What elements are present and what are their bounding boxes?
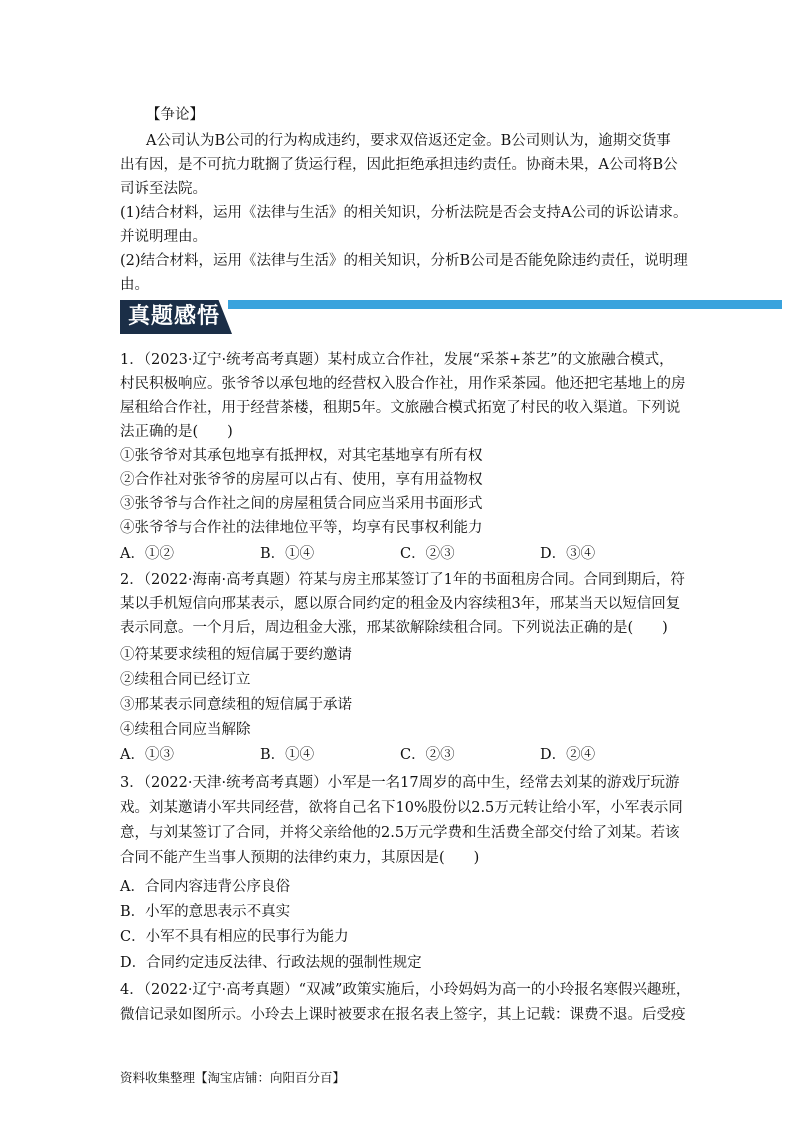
question-3-stem: 3．（2022·天津·统考高考真题）小军是一名17周岁的高中生，经常去刘某的游戏厅玩游 — [120, 775, 680, 791]
question-2-stem: 2．（2022·海南·高考真题）符某与房主邢某签订了1年的书面租房合同。合同到期后，符 — [120, 572, 685, 588]
dispute-heading: 【争论】 — [146, 107, 204, 123]
option-c[interactable]: C．②③ — [400, 546, 455, 562]
question-1-statement: ①张爷爷对其承包地享有抵押权，对其宅基地享有所有权 — [120, 448, 483, 464]
question-4-stem: 4．（2022·辽宁·高考真题）“双减”政策实施后，小玲妈妈为高一的小玲报名寒假兴趣班， — [120, 982, 691, 998]
question-1-statement: ③张爷爷与合作社之间的房屋租赁合同应当采用书面形式 — [120, 496, 483, 512]
question-3-choice-d[interactable]: D．合同约定违反法律、行政法规的强制性规定 — [120, 955, 422, 971]
question-part-1: (1)结合材料，运用《法律与生活》的相关知识，分析法院是否会支持A公司的诉讼请求。 — [120, 205, 688, 221]
question-2-statement: ②续租合同已经订立 — [120, 672, 251, 688]
question-3-stem: 合同不能产生当事人预期的法律约束力，其原因是( ) — [120, 850, 480, 866]
banner-title: 真题感悟 — [128, 304, 221, 329]
section-banner — [120, 300, 782, 334]
question-part-2: 由。 — [120, 277, 149, 293]
question-1-stem: 屋租给合作社，用于经营茶楼，租期5年。文旅融合模式拓宽了村民的收入渠道。下列说 — [120, 400, 681, 416]
question-2-statement: ①符某要求续租的短信属于要约邀请 — [120, 647, 352, 663]
option-b[interactable]: B．①④ — [260, 747, 315, 763]
question-4-stem: 微信记录如图所示。小玲去上课时被要求在报名表上签字，其上记载：课费不退。后受疫 — [120, 1007, 686, 1023]
question-2-statement: ③邢某表示同意续租的短信属于承诺 — [120, 697, 352, 713]
question-3-choice-a[interactable]: A．合同内容违背公序良俗 — [120, 879, 290, 895]
question-part-2: (2)结合材料，运用《法律与生活》的相关知识，分析B公司是否能免除违约责任，说明理 — [120, 253, 688, 269]
option-d[interactable]: D．②④ — [540, 747, 596, 763]
question-3-stem: 戏。刘某邀请小军共同经营，欲将自己名下10%股份以2.5万元转让给小军，小军表示同 — [120, 800, 683, 816]
question-3-stem: 意，与刘某签订了合同，并将父亲给他的2.5万元学费和生活费全部交付给了刘某。若该 — [120, 825, 680, 841]
question-part-1: 并说明理由。 — [120, 229, 207, 245]
question-3-choice-b[interactable]: B．小军的意思表示不真实 — [120, 904, 291, 920]
option-a[interactable]: A．①③ — [120, 747, 174, 763]
question-1-stem: 法正确的是( ) — [120, 424, 233, 440]
option-d[interactable]: D．③④ — [540, 546, 596, 562]
question-3-choice-c[interactable]: C．小军不具有相应的民事行为能力 — [120, 929, 349, 945]
option-c[interactable]: C．②③ — [400, 747, 455, 763]
question-1-stem: 村民积极响应。张爷爷以承包地的经营权入股合作社，用作采茶园。他还把宅基地上的房 — [120, 376, 686, 392]
question-1-stem: 1．（2023·辽宁·统考高考真题）某村成立合作社，发展“采茶+茶艺”的文旅融合模式， — [120, 352, 674, 368]
dispute-paragraph-line: 出有因，是不可抗力耽搁了货运行程，因此拒绝承担违约责任。协商未果，A公司将B公 — [120, 157, 678, 173]
banner-bar — [228, 300, 782, 309]
option-a[interactable]: A．①② — [120, 546, 174, 562]
question-1-statement: ④张爷爷与合作社的法律地位平等，均享有民事权利能力 — [120, 520, 483, 536]
question-2-stem: 某以手机短信向邢某表示，愿以原合同约定的租金及内容续租3年，邢某当天以短信回复 — [120, 596, 681, 612]
option-b[interactable]: B．①④ — [260, 546, 315, 562]
question-2-statement: ④续租合同应当解除 — [120, 722, 251, 738]
dispute-paragraph-line: 司诉至法院。 — [120, 181, 207, 197]
page-footer: 资料收集整理【淘宝店铺：向阳百分百】 — [120, 1070, 346, 1085]
dispute-paragraph-line: A公司认为B公司的行为构成违约，要求双倍返还定金。B公司则认为，逾期交货事 — [146, 133, 671, 149]
question-2-stem: 表示同意。一个月后，周边租金大涨，邢某欲解除续租合同。下列说法正确的是( ) — [120, 620, 668, 636]
question-1-statement: ②合作社对张爷爷的房屋可以占有、使用，享有用益物权 — [120, 472, 483, 488]
